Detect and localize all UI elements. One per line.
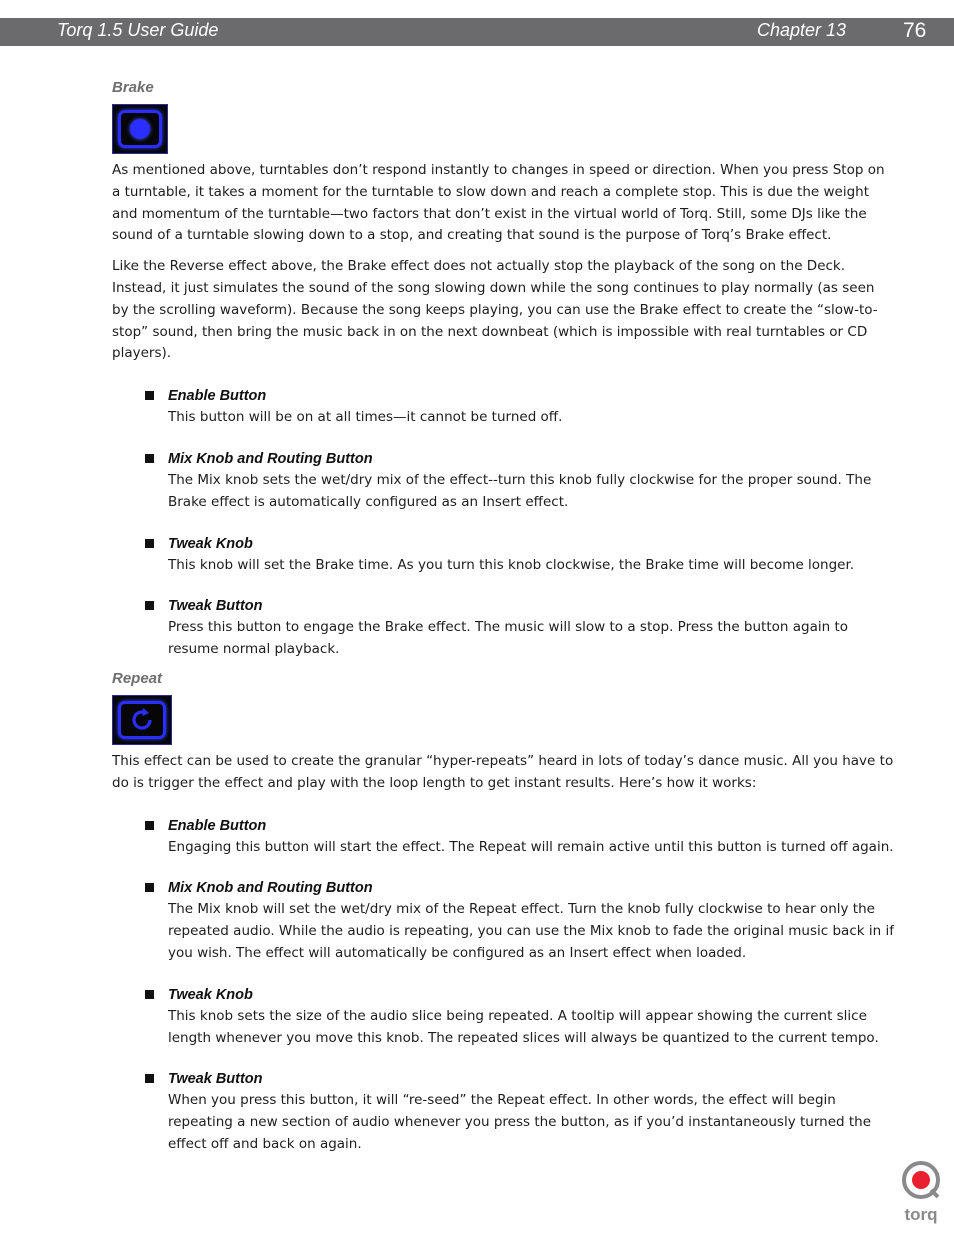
item-title: Tweak Knob [168,986,253,1003]
bullet-square-icon [145,883,154,892]
page-number: 76 [903,19,927,42]
section-brake [112,78,894,661]
list-item [112,877,894,964]
item-description: The Mix knob sets the wet/dry mix of the effect--turn this knob fully clockwise for the proper sound. The Brake effect is automatically configured as an Insert effect. [168,471,872,510]
repeat-arrow-icon [112,695,172,745]
brake-controls-list [112,385,894,661]
list-item [112,385,894,429]
logo-wordmark: torq [904,1205,938,1224]
bullet-square-icon [145,821,154,830]
section-title: Brake [112,79,154,96]
list-item [112,984,894,1050]
repeat-controls-list [112,815,894,1156]
list-item [112,595,894,661]
page-header [0,18,954,46]
item-description: This knob sets the size of the audio slice being repeated. A tooltip will appear showing the current slice length whenever you move this knob. The repeated slices will always be quantized to the current tempo. [168,1007,879,1046]
paragraph: This effect can be used to create the granular “hyper-repeats” heard in lots of today’s dance music. All you have to do is trigger the effect and play with the loop length to get instant results. Here’s how it works: [112,752,894,791]
item-title: Enable Button [168,388,267,405]
chapter-label: Chapter 13 [757,20,847,40]
bullet-square-icon [145,454,154,463]
item-title: Mix Knob and Routing Button [168,880,373,897]
item-title: Tweak Button [168,1071,263,1088]
page-content [112,78,894,1156]
list-item [112,815,894,859]
item-description: Press this button to engage the Brake effect. The music will slow to a stop. Press the button again to resume normal playback. [168,619,849,658]
item-title: Enable Button [168,817,267,834]
guide-title: Torq 1.5 User Guide [57,20,219,40]
item-description: This knob will set the Brake time. As you turn this knob clockwise, the Brake time will become longer. [168,556,855,573]
item-title: Mix Knob and Routing Button [168,450,373,467]
item-description: Engaging this button will start the effect. The Repeat will remain active until this button is turned off again. [168,838,894,855]
item-title: Tweak Knob [168,535,253,552]
item-description: This button will be on at all times—it cannot be turned off. [168,409,563,426]
brake-stop-icon [112,104,168,154]
bullet-square-icon [145,1074,154,1083]
list-item [112,448,894,514]
bullet-square-icon [145,601,154,610]
section-title: Repeat [112,669,163,687]
torq-logo [898,1160,944,1224]
bullet-square-icon [145,539,154,548]
item-description: When you press this button, it will “re-seed” the Repeat effect. In other words, the effect will begin repeating a new section of audio whenever you press the button, as if you’d instantaneously turned the effect off and back on again. [168,1092,872,1152]
bullet-square-icon [145,391,154,400]
list-item [112,533,894,577]
bullet-square-icon [145,990,154,999]
list-item [112,1068,894,1155]
section-repeat [112,669,894,1156]
paragraph: As mentioned above, turntables don’t respond instantly to changes in speed or direction. When you press Stop on a turntable, it takes a moment for the turntable to slow down and reach a complete stop. This is due the weight and momentum of the turntable—two factors that don’t exist in the virtual world of Torq. Still, some DJs like the sound of a turntable slowing down to a stop, and creating that sound is the purpose of Torq’s Brake effect. [112,162,885,244]
paragraph: Like the Reverse effect above, the Brake effect does not actually stop the playback of the song on the Deck. Instead, it just simulates the sound of the song slowing down while the song continues to play normally (as seen by the scrolling waveform). Because the song keeps playing, you can use the Brake effect to create the “slow-to-stop” sound, then bring the music back in on the next downbeat (which is impossible with real turntables or CD players). [112,258,878,362]
item-title: Tweak Button [168,598,263,615]
item-description: The Mix knob will set the wet/dry mix of the Repeat effect. Turn the knob fully clockwise to hear only the repeated audio. While the audio is repeating, you can use the Mix knob to fade the original music back in if you wish. The effect will automatically be configured as an Insert effect when loaded. [168,901,894,961]
